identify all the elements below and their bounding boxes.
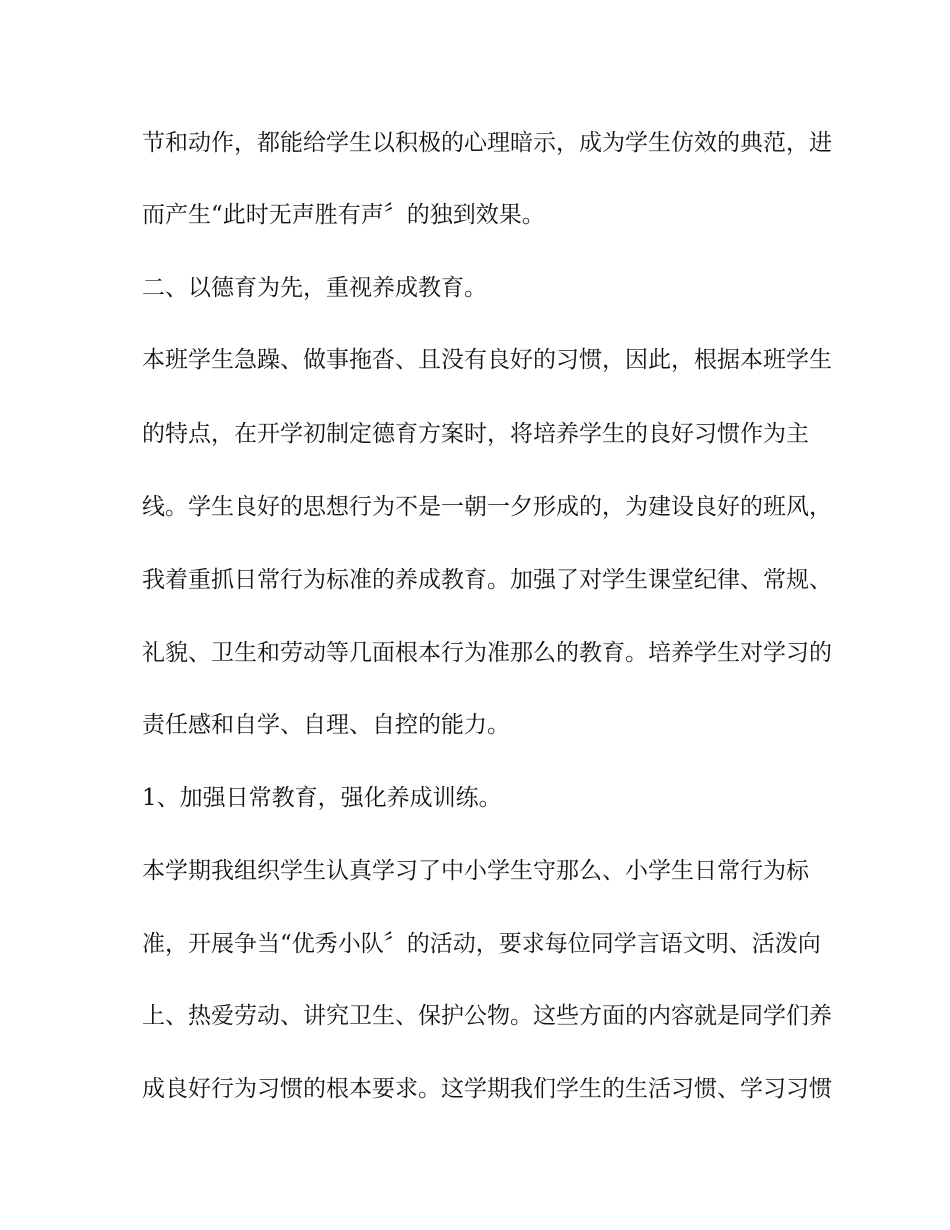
text-line: 的特点，在开学初制定德育方案时，将培养学生的良好习惯作为主: [142, 421, 809, 447]
text-line: 我着重抓日常行为标准的养成教育。加强了对学生课堂纪律、常规、: [142, 567, 832, 593]
text-line: 线。学生良好的思想行为不是一朝一夕形成的，为建设良好的班风，: [142, 494, 832, 520]
section-heading: 二、以德育为先，重视养成教育。: [142, 275, 487, 301]
text-line: 本学期我组织学生认真学习了中小学生守那么、小学生日常行为标: [142, 858, 809, 884]
text-line: 本班学生急躁、做事拖沓、且没有良好的习惯，因此，根据本班学生: [142, 347, 832, 373]
text-line: 而产生“此时无声胜有声〞的独到效果。: [142, 202, 545, 228]
text-line: 责任感和自学、自理、自控的能力。: [142, 712, 510, 738]
text-line: 礼貌、卫生和劳动等几面根本行为准那么的教育。培养学生对学习的: [142, 640, 832, 666]
subsection-heading: 1、加强日常教育，强化养成训练。: [142, 785, 502, 811]
text-line: 上、热爱劳动、讲究卫生、保护公物。这些方面的内容就是同学们养: [142, 1003, 832, 1029]
text-line: 成良好行为习惯的根本要求。这学期我们学生的生活习惯、学习习惯: [142, 1076, 832, 1102]
text-line: 节和动作，都能给学生以积极的心理暗示，成为学生仿效的典范，进: [142, 130, 832, 156]
text-line: 准，开展争当“优秀小队〞的活动，要求每位同学言语文明、活泼向: [142, 931, 821, 957]
